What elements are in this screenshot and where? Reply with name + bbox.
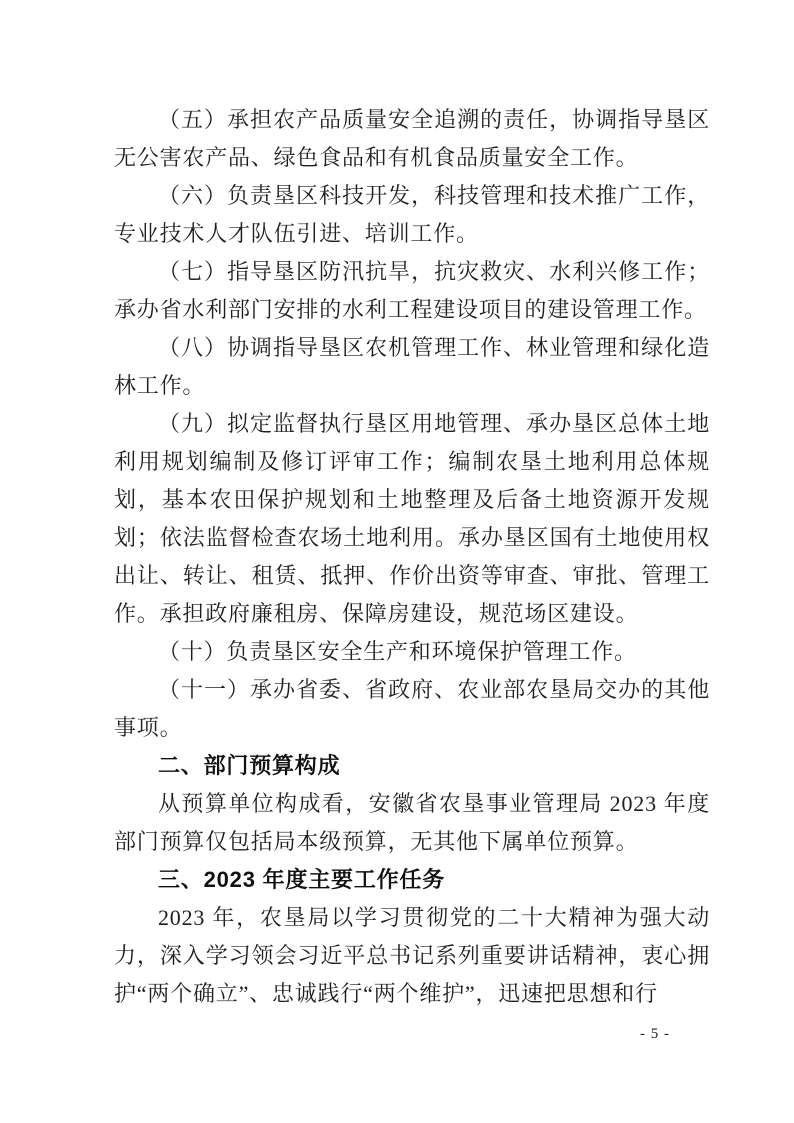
- page-number: - 5 -: [640, 1026, 670, 1042]
- paragraph: （十）负责垦区安全生产和环境保护管理工作。: [158, 639, 637, 664]
- section-heading: 三、2023 年度主要工作任务: [158, 867, 446, 892]
- paragraph: （六）负责垦区科技开发，科技管理和技术推广工作，专业技术人才队伍引进、培训工作。: [114, 183, 710, 246]
- paragraph: （八）协调指导垦区农机管理工作、林业管理和绿化造林工作。: [114, 335, 710, 398]
- paragraph: （九）拟定监督执行垦区用地管理、承办垦区总体土地利用规划编制及修订评审工作；编制农垦土地利用总体规划，基本农田保护规划和土地整理及后备土地资源开发规划；依法监督检查农场土地利用。承办垦区国有土地使用权出让、转让、租赁、抵押、作价出资等审查、审批、管理工作。承担政府廉租房、保障房建设，规范场区建设。: [114, 411, 710, 626]
- paragraph: （十一）承办省委、省政府、农业部农垦局交办的其他事项。: [114, 677, 710, 740]
- section-heading: 二、部门预算构成: [158, 753, 341, 778]
- paragraph: 2023 年，农垦局以学习贯彻党的二十大精神为强大动力，深入学习领会习近平总书记系列重要讲话精神，衷心拥护“两个确立”、忠诚践行“两个维护”，迅速把思想和行: [114, 905, 710, 1006]
- paragraph: （七）指导垦区防汛抗旱，抗灾救灾、水利兴修工作；承办省水利部门安排的水利工程建设项目的建设管理工作。: [114, 259, 710, 322]
- paragraph: （五）承担农产品质量安全追溯的责任，协调指导垦区无公害农产品、绿色食品和有机食品质量安全工作。: [114, 107, 710, 170]
- document-body: [114, 101, 710, 1013]
- paragraph: 从预算单位构成看，安徽省农垦事业管理局 2023 年度部门预算仅包括局本级预算，无其他下属单位预算。: [114, 791, 710, 854]
